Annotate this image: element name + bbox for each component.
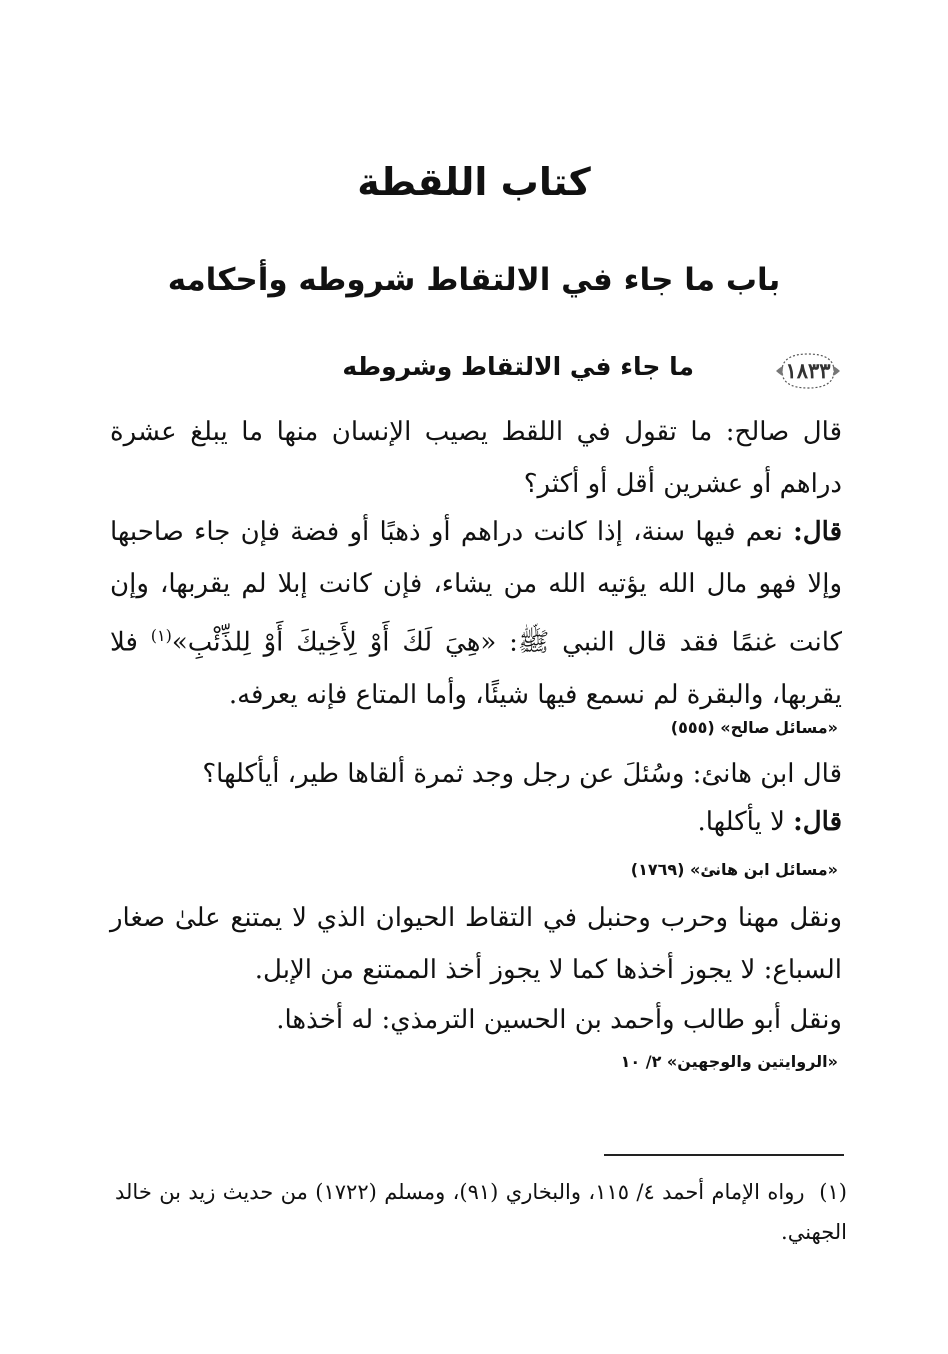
paragraph-answer (110, 506, 888, 721)
answer-text: لا يأكلها. (697, 807, 794, 837)
chapter-title: باب ما جاء في الالتقاط شروطه وأحكامه (167, 262, 781, 298)
source-citation: «مسائل صالح» (٥٥٥) (670, 718, 838, 737)
paragraph-ibn-hani-question: قال ابن هانئ: وسُئلَ عن رجل وجد ثمرة ألقاها طير، أيأكلها؟ (202, 759, 842, 789)
source-citation: «الروايتين والوجهين» ٢/ ١٠ (620, 1052, 838, 1071)
footnote-reference: (١) (150, 626, 172, 645)
section-number-badge (772, 348, 844, 394)
source-citation: «مسائل ابن هانئ» (١٧٦٩) (630, 860, 838, 879)
answer-lead: قال: (793, 517, 842, 547)
answer-text-continued: فلا يقربها، والبقرة لم نسمع فيها شيئًا، وأما المتاع فإنه يعرفه. (110, 627, 842, 710)
paragraph-ibn-hani-answer (110, 796, 888, 848)
paragraph-saleh-question: قال صالح: ما تقول في اللقط يصيب الإنسان منها ما يبلغ عشرة دراهم أو عشرين أقل أو أكثر؟ (110, 417, 842, 499)
paragraph-transmission: ونقل مهنا وحرب وحنبل في التقاط الحيوان الذي لا يمتنع علىٰ صغار السباع: لا يجوز أخذها كما لا يجوز أخذ الممتنع من الإبل. (110, 903, 842, 985)
section-heading (100, 348, 844, 398)
footnote-text: رواه الإمام أحمد ٤/ ١١٥، والبخاري (٩١)، ومسلم (١٧٢٢) من حديث زيد بن خالد الجهني. (115, 1180, 847, 1244)
book-title: كتاب اللقطة (357, 160, 591, 204)
paragraph-abu-talib: ونقل أبو طالب وأحمد بن الحسين الترمذي: له أخذها. (276, 1005, 842, 1035)
footnote (115, 1172, 847, 1252)
footnote-divider (604, 1154, 844, 1156)
footnote-marker: (١) (819, 1180, 847, 1204)
section-number: ١٨٣٣ (785, 358, 831, 383)
answer-lead: قال: (793, 807, 842, 837)
section-title: ما جاء في الالتقاط وشروطه (342, 352, 694, 381)
answer-text: نعم فيها سنة، إذا كانت دراهم أو ذهبًا أو فضة فإن جاء صاحبها وإلا فهو مال الله يؤتيه الله من يشاء، فإن كانت إبلا لم يقربها، وإن كانت غنمًا فقد قال النبي ﷺ: «هِيَ لَكَ أَوْ لِأَخِيكَ أَوْ لِلذِّئْبِ» (110, 517, 842, 658)
